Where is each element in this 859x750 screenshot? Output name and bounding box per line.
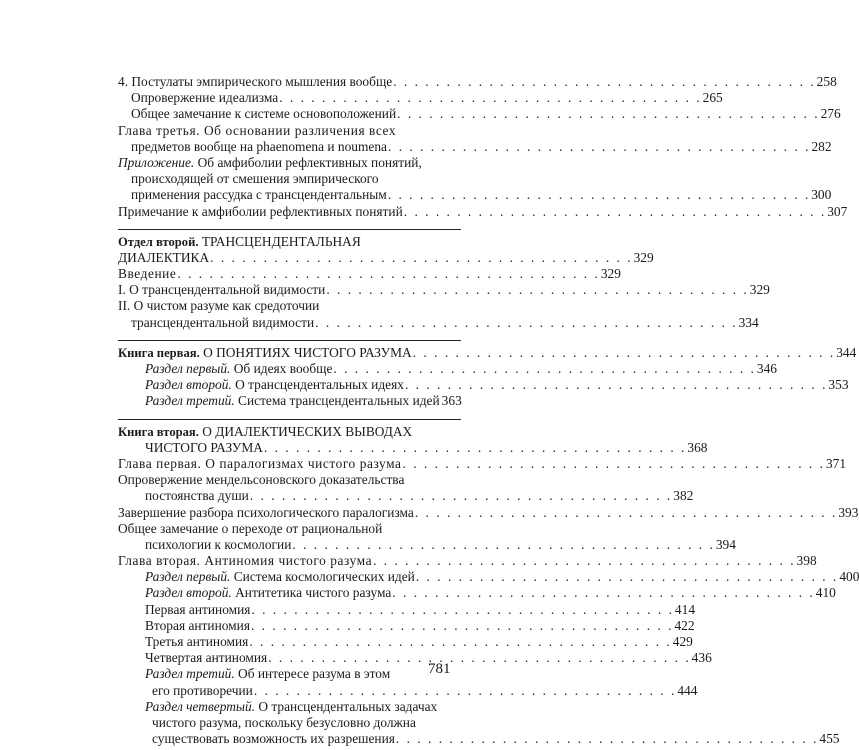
toc-entry-title: II. О чистом разуме как средоточии xyxy=(118,298,320,314)
toc-entry xyxy=(118,138,832,155)
toc-page-number: 436 xyxy=(691,650,712,666)
toc-entry-text xyxy=(118,266,176,282)
toc-leader-dots: . . . . . . . . . . . . . . . . . . . . . . . . . . . . . . . . . . . . . . . . xyxy=(403,203,827,219)
toc-entry-title: О трансцендентальных задачах xyxy=(255,698,438,714)
toc-entry xyxy=(118,536,736,553)
toc-entry xyxy=(118,682,698,699)
toc-entry xyxy=(118,521,461,537)
toc-entry-title: Вторая антиномия xyxy=(145,617,250,633)
toc-leader-dots: . . . . . . . . . . . . . . . . . . . . . . . . . . . . . . . . . . . . . . . . xyxy=(402,455,825,471)
toc-entry-label: Книга первая. xyxy=(118,345,200,360)
toc-entry-text xyxy=(131,106,396,122)
toc-entry-text xyxy=(118,505,414,521)
toc-entry-text xyxy=(145,650,267,666)
toc-section xyxy=(118,419,859,748)
toc-entry-title: происходящей от смешения эмпирического xyxy=(131,171,379,187)
toc-entry-title: Система трансцендентальных идей xyxy=(234,393,440,409)
toc-entry xyxy=(118,601,696,618)
toc-entry-title: Об идеях вообще xyxy=(230,361,333,376)
toc-entry-text xyxy=(145,585,391,601)
toc-leader-dots: . . . . . . . . . . . . . . . . . . . . . . . . . . . . . . . . . . . . . . . . xyxy=(279,90,702,106)
toc-entry-text xyxy=(118,282,325,298)
toc-entry xyxy=(118,234,461,250)
toc-entry-label: Книга вторая. xyxy=(118,424,199,439)
toc-entry-title: О трансцендентальных идеях xyxy=(231,377,404,393)
toc-entry-text xyxy=(118,298,319,314)
toc-entry-text xyxy=(131,171,379,187)
toc-entry xyxy=(118,187,832,203)
toc-entry-text xyxy=(118,553,372,569)
toc-entry-title: Антитетика чистого разума xyxy=(231,585,392,601)
toc-entry-title: применения рассудка с трансцендентальным xyxy=(131,187,387,203)
toc-entry-title: его противоречии xyxy=(152,682,253,698)
toc-entry xyxy=(118,439,708,456)
toc-page-number: 334 xyxy=(738,314,759,330)
toc-entry-text xyxy=(118,472,404,488)
toc-entry-label: Раздел первый. xyxy=(145,569,231,585)
toc-entry xyxy=(118,123,461,139)
toc-page-number: 353 xyxy=(828,377,849,393)
toc-entry-text xyxy=(131,315,314,331)
toc-entry-title: I. О трансцендентальной видимости xyxy=(118,282,326,298)
toc-leader-dots: . . . . . . . . . . . . . . . . . . . . . . . . . . . . . . . . . . . . . . . . xyxy=(177,266,600,282)
toc-leader-dots: . . . . . . . . . . . . . . . . . . . . . . . . . . . . . . . . . . . . . . . . xyxy=(326,282,749,298)
toc-section xyxy=(118,74,848,220)
toc-section xyxy=(118,340,857,410)
toc-entry-title: Завершение разбора психологического паралогизма xyxy=(118,504,414,520)
toc-entry-label: Отдел второй. xyxy=(118,234,199,249)
toc-page-number: 363 xyxy=(441,393,462,409)
toc-entry-title: ТРАНСЦЕНДЕНТАЛЬНАЯ xyxy=(198,233,361,249)
toc-entry-title: ЧИСТОГО РАЗУМА xyxy=(145,439,263,455)
toc-section xyxy=(118,229,770,331)
toc-entry-text xyxy=(131,187,387,203)
toc-entry-title: предметов вообще на phaenomena и noumena xyxy=(131,138,388,154)
toc-entry-text xyxy=(145,618,250,634)
toc-entry-title: постоянства души xyxy=(145,488,249,504)
toc-entry xyxy=(118,504,859,521)
toc-entry xyxy=(118,650,712,666)
toc-leader-dots: . . . . . . . . . . . . . . . . . . . . . . . . . . . . . . . . . . . . . . . . xyxy=(392,585,815,601)
toc-entry-text xyxy=(118,74,392,90)
toc-entry-title: Четвертая антиномия xyxy=(145,650,268,666)
toc-entry-title: Система космологических идей xyxy=(230,569,415,585)
toc-entry-label: Раздел четвертый. xyxy=(145,698,256,714)
toc-entry-title: чистого разума, поскольку безусловно должна xyxy=(152,714,416,730)
toc-page-number: 455 xyxy=(819,731,840,747)
toc-leader-dots: . . . . . . . . . . . . . . . . . . . . . . . . . . . . . . . . . . . . . . . . xyxy=(333,361,756,376)
toc-entry xyxy=(118,455,847,472)
toc-entry-text xyxy=(152,683,253,699)
toc-page-number: 371 xyxy=(825,455,847,471)
toc-entry-title: Глава вторая. Антиномия чистого разума xyxy=(118,553,373,569)
toc-entry-title: Глава третья. Об основании различения всех xyxy=(118,122,397,138)
toc-entry-title: О ДИАЛЕКТИЧЕСКИХ ВЫВОДАХ xyxy=(198,423,413,439)
toc-entry xyxy=(118,74,837,90)
toc-entry-text xyxy=(145,666,390,682)
toc-page-number: 282 xyxy=(811,138,832,154)
toc-leader-dots: . . . . . . . . . . . . . . . . . . . . . . . . . . . . . . . . . . . . . . . . xyxy=(249,634,672,649)
toc-leader-dots: . . . . . . . . . . . . . . . . . . . . . . . . . . . . . . . . . . . . . . . . xyxy=(210,249,633,265)
toc-page-number: 276 xyxy=(820,106,841,122)
toc-leader-dots: . . . . . . . . . . . . . . . . . . . . . . . . . . . . . . . . . . . . . . . . xyxy=(388,138,811,154)
toc-page-number: 368 xyxy=(687,439,708,455)
toc-entry-text xyxy=(145,440,263,456)
toc-entry-text xyxy=(145,488,249,504)
toc-entry-label: Раздел третий. xyxy=(145,393,235,409)
toc-leader-dots: . . . . . . . . . . . . . . . . . . . . . . . . . . . . . . . . . . . . . . . . xyxy=(373,553,796,569)
toc-entry xyxy=(118,298,461,314)
toc-entry-text xyxy=(131,90,278,106)
toc-entry xyxy=(118,666,461,682)
toc-leader-dots: . . . . . . . . . . . . . . . . . . . . . . . . . . . . . . . . . . . . . . . . xyxy=(251,601,674,617)
toc-leader-dots: . . . . . . . . . . . . . . . . . . . . . . . . . . . . . . . . . . . . . . . . xyxy=(268,650,691,666)
toc-entry-text xyxy=(118,521,382,537)
toc-entry xyxy=(118,266,621,282)
toc-leader-dots: . . . . . . . . . . . . . . . . . . . . . . . . . . . . . . . . . . . . . . . . xyxy=(249,488,673,504)
toc-entry-text xyxy=(145,699,437,715)
toc-entry-title: Третья антиномия xyxy=(145,634,249,649)
toc-leader-dots: . . . . . . . . . . . . . . . . . . . . . . . . . . . . . . . . . . . . . . . . xyxy=(315,314,738,330)
toc-entry-title: Опровержение мендельсоновского доказательства xyxy=(118,472,405,488)
toc-entry-text xyxy=(118,155,422,171)
toc-entry-text xyxy=(152,715,416,731)
toc-page-number: 444 xyxy=(677,682,698,698)
page-number: 781 xyxy=(428,661,451,677)
toc-leader-dots: . . . . . . . . . . . . . . . . . . . . . . . . . . . . . . . . . . . . . . . . xyxy=(415,569,839,585)
toc-entry-text xyxy=(118,234,361,250)
table-of-contents xyxy=(118,74,859,747)
toc-entry-text xyxy=(145,602,250,618)
toc-entry-label: Раздел второй. xyxy=(145,585,232,601)
toc-entry-title: Примечание к амфиболии рефлективных понятий xyxy=(118,203,403,219)
toc-entry-title: Общее замечание к системе основоположений xyxy=(131,106,397,122)
toc-entry xyxy=(118,699,461,715)
toc-page-number: 393 xyxy=(838,504,859,520)
toc-entry-label: Раздел второй. xyxy=(145,377,232,393)
toc-entry-text xyxy=(118,345,412,361)
toc-entry xyxy=(118,377,849,393)
toc-entry xyxy=(118,393,461,409)
toc-entry xyxy=(118,731,840,747)
toc-page-number: 344 xyxy=(836,344,857,360)
toc-page-number: 422 xyxy=(674,617,695,633)
toc-page-number: 429 xyxy=(672,634,693,649)
toc-entry-title: Первая антиномия xyxy=(145,601,251,617)
toc-entry-title: существовать возможность их разрешения xyxy=(152,731,395,747)
toc-entry-title: Общее замечание о переходе от рациональной xyxy=(118,520,383,536)
toc-entry-text xyxy=(145,634,248,650)
toc-entry-title: трансцендентальной видимости xyxy=(131,314,315,330)
toc-page-number: 394 xyxy=(715,536,736,552)
toc-entry-label: Раздел третий. xyxy=(145,666,235,682)
toc-entry xyxy=(118,106,841,122)
toc-entry-title: ДИАЛЕКТИКА xyxy=(118,249,210,265)
toc-entry xyxy=(118,617,695,634)
toc-entry-title: Об интересе разума в этом xyxy=(234,666,391,682)
toc-leader-dots: . . . . . . . . . . . . . . . . . . . . . . . . . . . . . . . . . . . . . . . . xyxy=(387,187,811,203)
toc-page-number: 329 xyxy=(600,266,621,282)
toc-entry-text xyxy=(118,250,209,266)
toc-leader-dots: . . . . . . . . . . . . . . . . . . . . . . . . . . . . . . . . . . . . . . . . xyxy=(412,344,836,360)
toc-leader-dots: . . . . . . . . . . . . . . . . . . . . . . . . . . . . . . . . . . . . . . . . xyxy=(395,731,819,747)
toc-entry xyxy=(118,249,654,266)
toc-leader-dots: . . . . . . . . . . . . . . . . . . . . . . . . . . . . . . . . . . . . . . . . xyxy=(292,536,715,552)
toc-entry xyxy=(118,344,857,361)
toc-entry xyxy=(118,569,859,585)
toc-entry xyxy=(118,585,836,601)
toc-entry-title: 4. Постулаты эмпирического мышления вообще xyxy=(118,74,393,89)
toc-entry-text xyxy=(118,456,402,472)
toc-entry-text xyxy=(152,731,395,747)
toc-page-number: 329 xyxy=(749,282,770,298)
toc-leader-dots: . . . . . . . . . . . . . . . . . . . . . . . . . . . . . . . . . . . . . . . . xyxy=(263,439,687,455)
toc-entry xyxy=(118,171,461,187)
toc-entry xyxy=(118,634,693,650)
toc-entry xyxy=(118,203,848,220)
toc-entry-text xyxy=(118,123,396,139)
toc-entry-text xyxy=(145,569,415,585)
toc-entry-title: психологии к космологии xyxy=(145,536,292,552)
toc-entry-text xyxy=(145,361,332,377)
toc-entry-text xyxy=(145,537,291,553)
toc-leader-dots: . . . . . . . . . . . . . . . . . . . . . . . . . . . . . . . . . . . . . . . . xyxy=(253,682,677,698)
toc-page-number: 329 xyxy=(633,249,654,265)
toc-leader-dots: . . . . . . . . . . . . . . . . . . . . . . . . . . . . . . . . . . . . . . . . xyxy=(404,377,828,393)
toc-entry-label: Приложение. xyxy=(118,154,195,170)
toc-entry-text xyxy=(145,393,440,409)
toc-leader-dots: . . . . . . . . . . . . . . . . . . . . . . . . . . . . . . . . . . . . . . . . xyxy=(393,74,816,89)
toc-page-number: 307 xyxy=(827,203,848,219)
toc-leader-dots: . . . . . . . . . . . . . . . . . . . . . . . . . . . . . . . . . . . . . . . . xyxy=(414,504,838,520)
toc-page-number: 300 xyxy=(811,187,832,203)
toc-entry-label: Раздел первый. xyxy=(145,361,231,376)
toc-page-number: 410 xyxy=(815,585,836,601)
toc-entry xyxy=(118,155,461,171)
toc-entry xyxy=(118,314,759,331)
toc-entry-title: Глава первая. О паралогизмах чистого разума xyxy=(118,455,402,471)
toc-entry xyxy=(118,553,817,569)
toc-entry-title: Об амфиболии рефлективных понятий, xyxy=(194,154,422,170)
toc-entry-text xyxy=(145,377,404,393)
toc-entry xyxy=(118,90,723,106)
toc-leader-dots: . . . . . . . . . . . . . . . . . . . . . . . . . . . . . . . . . . . . . . . . xyxy=(250,617,674,633)
toc-page-number: 382 xyxy=(673,488,694,504)
toc-entry-title: О ПОНЯТИЯХ ЧИСТОГО РАЗУМА xyxy=(199,344,412,360)
toc-entry-title: Введение xyxy=(118,266,177,282)
toc-leader-dots: . . . . . . . . . . . . . . . . . . . . . . . . . . . . . . . . . . . . . . . . xyxy=(397,106,820,122)
toc-entry xyxy=(118,424,461,440)
toc-entry xyxy=(118,282,770,298)
toc-page-number: 265 xyxy=(702,90,723,106)
toc-entry xyxy=(118,361,777,377)
toc-entry xyxy=(118,488,694,504)
toc-page-number: 258 xyxy=(816,74,837,89)
toc-page-number: 414 xyxy=(674,601,696,617)
toc-entry-title: Опровержение идеализма xyxy=(131,90,279,106)
toc-page-number: 346 xyxy=(756,361,777,376)
toc-entry-text xyxy=(131,139,387,155)
toc-page-number: 398 xyxy=(796,553,817,569)
toc-entry-text xyxy=(118,204,403,220)
toc-entry xyxy=(118,715,461,731)
toc-entry-text xyxy=(118,424,412,440)
toc-entry xyxy=(118,472,461,488)
toc-page-number: 400 xyxy=(839,569,859,585)
